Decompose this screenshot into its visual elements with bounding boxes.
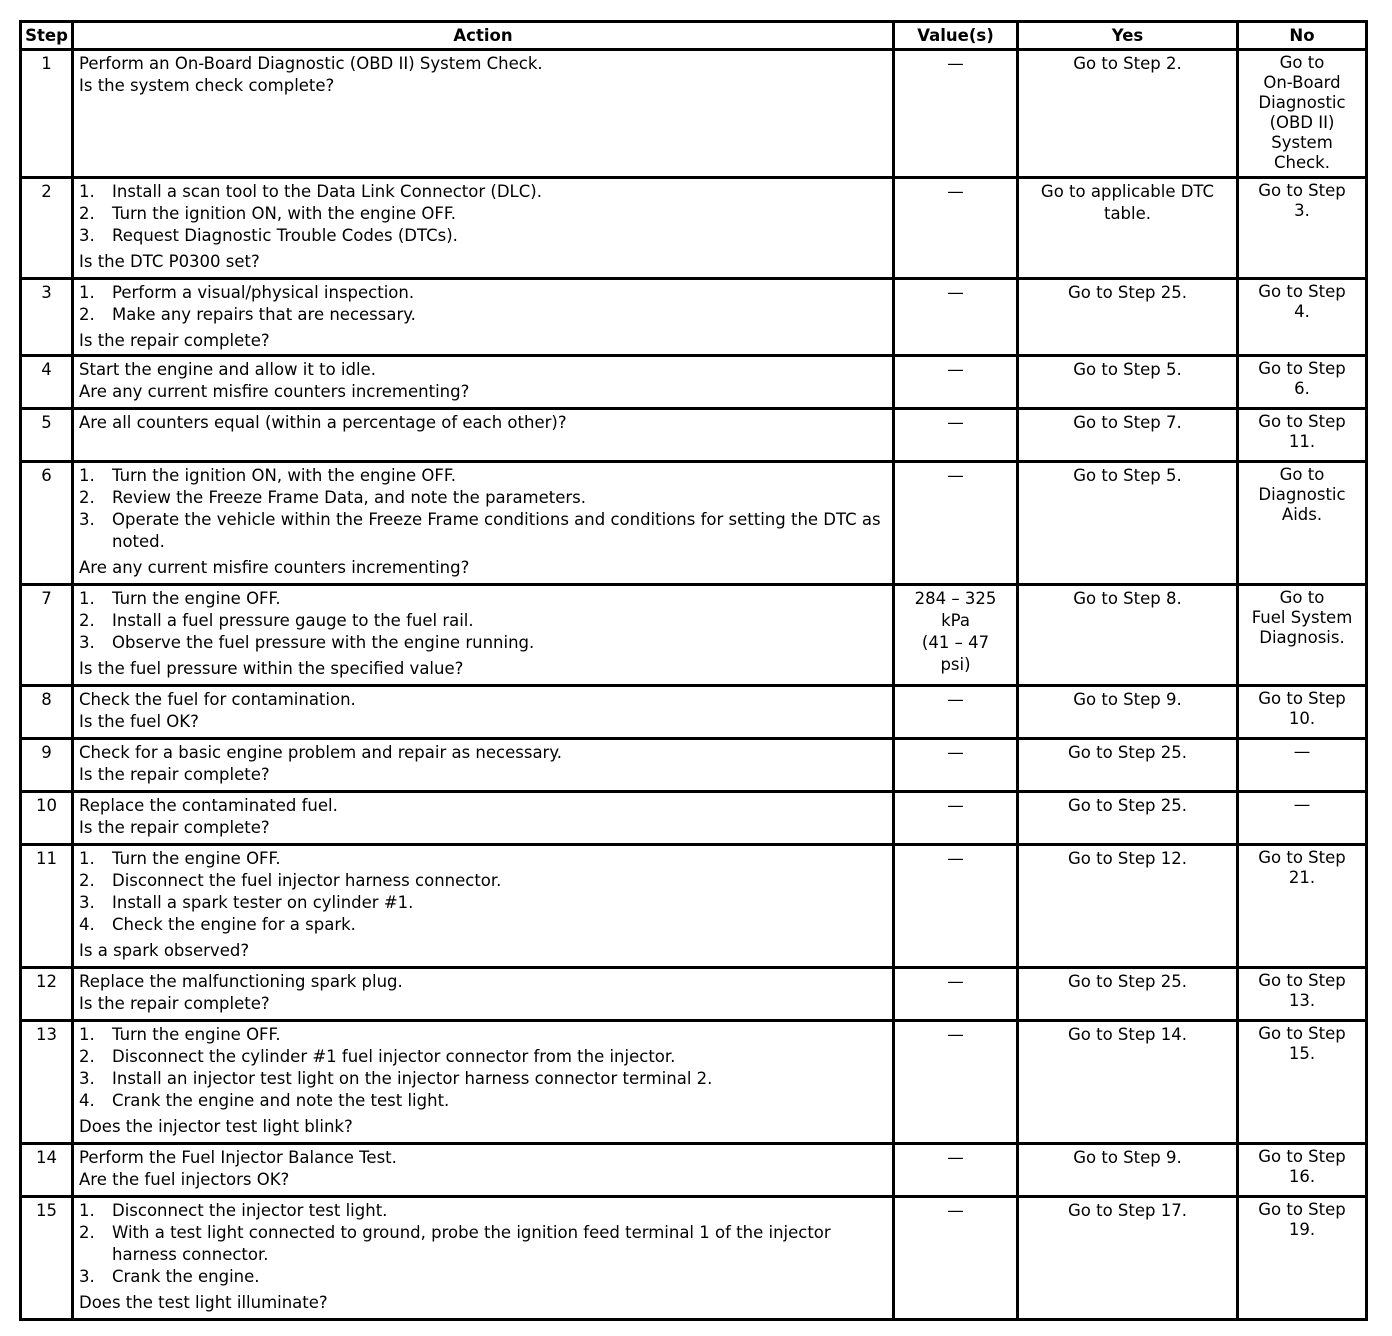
action-line: Replace the malfunctioning spark plug. bbox=[79, 972, 403, 991]
action-step-number: 1. bbox=[79, 466, 95, 485]
no-line: System bbox=[1271, 133, 1333, 152]
value-line: — bbox=[947, 283, 964, 302]
no-line: Go to Step bbox=[1258, 971, 1346, 990]
action-cell bbox=[73, 585, 894, 686]
no-cell bbox=[1238, 1144, 1367, 1197]
no-cell bbox=[1238, 585, 1367, 686]
action-cell bbox=[73, 50, 894, 178]
action-step bbox=[79, 181, 887, 203]
yes-cell: Go to applicable DTC table. bbox=[1018, 178, 1238, 279]
no-line: 6. bbox=[1294, 379, 1310, 398]
value-cell bbox=[894, 585, 1018, 686]
no-line: — bbox=[1293, 795, 1311, 814]
action-step bbox=[79, 870, 887, 892]
action-cell bbox=[73, 409, 894, 462]
no-line: Diagnostic bbox=[1258, 93, 1346, 112]
step-number: 10 bbox=[21, 792, 73, 845]
no-cell bbox=[1238, 462, 1367, 585]
value-line: psi) bbox=[940, 655, 971, 674]
no-line: Go to Step bbox=[1258, 1200, 1346, 1219]
table-row bbox=[21, 356, 1367, 409]
value-cell bbox=[894, 739, 1018, 792]
action-step-text: Disconnect the cylinder #1 fuel injector connector from the injector. bbox=[112, 1047, 676, 1066]
action-line: Check for a basic engine problem and repair as necessary. bbox=[79, 743, 562, 762]
step-number: 7 bbox=[21, 585, 73, 686]
action-step bbox=[79, 632, 887, 654]
table-row bbox=[21, 585, 1367, 686]
value-cell bbox=[894, 1144, 1018, 1197]
no-line: 16. bbox=[1288, 1167, 1316, 1186]
yes-cell: Go to Step 17. bbox=[1018, 1197, 1238, 1320]
action-line: Perform an On-Board Diagnostic (OBD II) System Check. bbox=[79, 54, 543, 73]
action-step-text: With a test light connected to ground, probe the ignition feed terminal 1 of the injector harness connector. bbox=[112, 1223, 831, 1264]
action-step bbox=[79, 1046, 887, 1068]
no-line: Go to Step bbox=[1258, 181, 1346, 200]
no-line: Go to bbox=[1279, 465, 1325, 484]
table-row bbox=[21, 845, 1367, 968]
no-line: Go to Step bbox=[1258, 1147, 1346, 1166]
action-cell bbox=[73, 739, 894, 792]
table-row bbox=[21, 1144, 1367, 1197]
action-step bbox=[79, 465, 887, 487]
action-step bbox=[79, 1222, 887, 1266]
action-line: Are the fuel injectors OK? bbox=[79, 1170, 290, 1189]
action-line: Check the fuel for contamination. bbox=[79, 690, 356, 709]
action-question: Is the DTC P0300 set? bbox=[79, 252, 260, 271]
value-cell bbox=[894, 845, 1018, 968]
no-line: 21. bbox=[1288, 868, 1316, 887]
action-step-text: Check the engine for a spark. bbox=[112, 915, 356, 934]
action-question: Are any current misfire counters incrementing? bbox=[79, 558, 470, 577]
action-step-text: Install a spark tester on cylinder #1. bbox=[112, 893, 414, 912]
no-line: Go to bbox=[1279, 588, 1325, 607]
action-step-number: 1. bbox=[79, 283, 95, 302]
value-line: — bbox=[947, 466, 964, 485]
step-number: 5 bbox=[21, 409, 73, 462]
action-step-number: 3. bbox=[79, 893, 95, 912]
action-step bbox=[79, 1266, 887, 1288]
step-number: 14 bbox=[21, 1144, 73, 1197]
yes-cell: Go to Step 12. bbox=[1018, 845, 1238, 968]
action-step-text: Review the Freeze Frame Data, and note the parameters. bbox=[112, 488, 587, 507]
table-row bbox=[21, 409, 1367, 462]
action-line: Replace the contaminated fuel. bbox=[79, 796, 338, 815]
action-step-text: Turn the engine OFF. bbox=[112, 849, 281, 868]
value-line: — bbox=[947, 1201, 964, 1220]
action-line: Start the engine and allow it to idle. bbox=[79, 360, 376, 379]
action-question: Is the repair complete? bbox=[79, 331, 270, 350]
action-step-text: Install a fuel pressure gauge to the fuel rail. bbox=[112, 611, 474, 630]
step-number: 2 bbox=[21, 178, 73, 279]
value-cell bbox=[894, 50, 1018, 178]
yes-cell: Go to Step 9. bbox=[1018, 1144, 1238, 1197]
yes-cell: Go to Step 5. bbox=[1018, 356, 1238, 409]
action-cell bbox=[73, 1021, 894, 1144]
value-line: — bbox=[947, 182, 964, 201]
action-step bbox=[79, 914, 887, 936]
table-row bbox=[21, 279, 1367, 356]
table-row bbox=[21, 178, 1367, 279]
action-step-text: Turn the ignition ON, with the engine OFF. bbox=[112, 466, 456, 485]
no-line: (OBD II) bbox=[1269, 113, 1335, 132]
yes-cell: Go to Step 25. bbox=[1018, 279, 1238, 356]
action-step-text: Crank the engine. bbox=[112, 1267, 260, 1286]
action-cell bbox=[73, 356, 894, 409]
step-number: 13 bbox=[21, 1021, 73, 1144]
action-line: Is the repair complete? bbox=[79, 994, 270, 1013]
no-line: 3. bbox=[1294, 201, 1310, 220]
action-cell bbox=[73, 462, 894, 585]
value-line: — bbox=[947, 1025, 964, 1044]
yes-cell: Go to Step 14. bbox=[1018, 1021, 1238, 1144]
action-step-number: 4. bbox=[79, 915, 95, 934]
action-step bbox=[79, 509, 887, 553]
action-line: Is the system check complete? bbox=[79, 76, 335, 95]
value-cell bbox=[894, 462, 1018, 585]
action-step-number: 3. bbox=[79, 1069, 95, 1088]
step-number: 12 bbox=[21, 968, 73, 1021]
no-line: On-Board bbox=[1263, 73, 1341, 92]
action-step-text: Turn the engine OFF. bbox=[112, 589, 281, 608]
step-number: 11 bbox=[21, 845, 73, 968]
value-cell bbox=[894, 1197, 1018, 1320]
action-line: Is the repair complete? bbox=[79, 818, 270, 837]
action-question: Does the injector test light blink? bbox=[79, 1117, 353, 1136]
action-step-number: 1. bbox=[79, 182, 95, 201]
yes-cell: Go to Step 2. bbox=[1018, 50, 1238, 178]
yes-cell: Go to Step 7. bbox=[1018, 409, 1238, 462]
action-step-text: Make any repairs that are necessary. bbox=[112, 305, 416, 324]
header-yes: Yes bbox=[1018, 22, 1238, 50]
no-line: 10. bbox=[1288, 709, 1316, 728]
value-line: — bbox=[947, 796, 964, 815]
yes-cell: Go to Step 9. bbox=[1018, 686, 1238, 739]
action-cell bbox=[73, 1197, 894, 1320]
action-cell bbox=[73, 968, 894, 1021]
action-line: Are all counters equal (within a percentage of each other)? bbox=[79, 413, 567, 432]
no-line: Go to Step bbox=[1258, 1024, 1346, 1043]
value-line: 284 – 325 bbox=[914, 589, 997, 608]
action-question: Is a spark observed? bbox=[79, 941, 250, 960]
action-step bbox=[79, 892, 887, 914]
no-cell bbox=[1238, 356, 1367, 409]
action-step-number: 3. bbox=[79, 510, 95, 529]
action-line: Are any current misfire counters incrementing? bbox=[79, 382, 470, 401]
table-row bbox=[21, 1021, 1367, 1144]
no-line: 15. bbox=[1288, 1044, 1316, 1063]
action-step bbox=[79, 203, 887, 225]
action-step-number: 1. bbox=[79, 1025, 95, 1044]
yes-cell: Go to Step 25. bbox=[1018, 739, 1238, 792]
step-number: 4 bbox=[21, 356, 73, 409]
yes-cell: Go to Step 5. bbox=[1018, 462, 1238, 585]
action-cell bbox=[73, 279, 894, 356]
no-line: 4. bbox=[1294, 302, 1310, 321]
value-line: — bbox=[947, 849, 964, 868]
action-step bbox=[79, 282, 887, 304]
value-cell bbox=[894, 968, 1018, 1021]
no-cell bbox=[1238, 968, 1367, 1021]
step-number: 8 bbox=[21, 686, 73, 739]
value-cell bbox=[894, 356, 1018, 409]
action-step-number: 2. bbox=[79, 305, 95, 324]
action-step bbox=[79, 848, 887, 870]
action-step-number: 2. bbox=[79, 488, 95, 507]
action-step-number: 3. bbox=[79, 1267, 95, 1286]
step-number: 9 bbox=[21, 739, 73, 792]
action-cell bbox=[73, 1144, 894, 1197]
no-line: 13. bbox=[1288, 991, 1316, 1010]
action-step-number: 1. bbox=[79, 849, 95, 868]
step-number: 1 bbox=[21, 50, 73, 178]
value-line: — bbox=[947, 1148, 964, 1167]
no-cell bbox=[1238, 739, 1367, 792]
action-cell bbox=[73, 686, 894, 739]
value-line: — bbox=[947, 413, 964, 432]
action-line: Perform the Fuel Injector Balance Test. bbox=[79, 1148, 397, 1167]
value-line: — bbox=[947, 743, 964, 762]
value-cell bbox=[894, 792, 1018, 845]
no-cell bbox=[1238, 845, 1367, 968]
no-line: Diagnostic bbox=[1258, 485, 1346, 504]
no-line: Go to Step bbox=[1258, 848, 1346, 867]
action-step bbox=[79, 1200, 887, 1222]
action-step-text: Install an injector test light on the injector harness connector terminal 2. bbox=[112, 1069, 713, 1088]
action-question: Does the test light illuminate? bbox=[79, 1293, 328, 1312]
action-line: Is the fuel OK? bbox=[79, 712, 199, 731]
no-cell bbox=[1238, 409, 1367, 462]
no-line: 11. bbox=[1288, 432, 1316, 451]
value-cell bbox=[894, 409, 1018, 462]
no-line: Go to Step bbox=[1258, 689, 1346, 708]
action-step-number: 2. bbox=[79, 1047, 95, 1066]
no-cell bbox=[1238, 50, 1367, 178]
yes-cell: Go to Step 25. bbox=[1018, 968, 1238, 1021]
value-cell bbox=[894, 1021, 1018, 1144]
action-question: Is the fuel pressure within the specified value? bbox=[79, 659, 464, 678]
header-value: Value(s) bbox=[894, 22, 1018, 50]
action-cell bbox=[73, 178, 894, 279]
action-step-number: 3. bbox=[79, 633, 95, 652]
table-row bbox=[21, 1197, 1367, 1320]
value-cell bbox=[894, 178, 1018, 279]
no-line: Go to Step bbox=[1258, 412, 1346, 431]
table-row bbox=[21, 50, 1367, 178]
action-step-text: Turn the ignition ON, with the engine OFF. bbox=[112, 204, 456, 223]
header-step: Step bbox=[21, 22, 73, 50]
no-line: Aids. bbox=[1281, 505, 1323, 524]
no-line: 19. bbox=[1288, 1220, 1316, 1239]
action-step-number: 2. bbox=[79, 871, 95, 890]
step-number: 6 bbox=[21, 462, 73, 585]
header-action: Action bbox=[73, 22, 894, 50]
action-step-number: 2. bbox=[79, 611, 95, 630]
no-cell bbox=[1238, 178, 1367, 279]
value-line: (41 – 47 bbox=[921, 633, 990, 652]
value-line: — bbox=[947, 972, 964, 991]
value-cell bbox=[894, 686, 1018, 739]
step-number: 3 bbox=[21, 279, 73, 356]
table-row bbox=[21, 462, 1367, 585]
no-cell bbox=[1238, 792, 1367, 845]
header-no: No bbox=[1238, 22, 1367, 50]
table-row bbox=[21, 792, 1367, 845]
action-step bbox=[79, 487, 887, 509]
action-step-number: 4. bbox=[79, 1091, 95, 1110]
header-row bbox=[21, 22, 1367, 50]
action-step bbox=[79, 610, 887, 632]
no-line: Go to Step bbox=[1258, 282, 1346, 301]
action-step-text: Disconnect the injector test light. bbox=[112, 1201, 388, 1220]
action-step-number: 3. bbox=[79, 226, 95, 245]
action-step bbox=[79, 225, 887, 247]
no-line: Fuel System bbox=[1251, 608, 1353, 627]
action-step-text: Observe the fuel pressure with the engine running. bbox=[112, 633, 535, 652]
value-line: — bbox=[947, 690, 964, 709]
no-line: Go to bbox=[1279, 53, 1325, 72]
action-step-number: 1. bbox=[79, 1201, 95, 1220]
action-step-text: Turn the engine OFF. bbox=[112, 1025, 281, 1044]
no-cell bbox=[1238, 1021, 1367, 1144]
action-line: Is the repair complete? bbox=[79, 765, 270, 784]
table-row bbox=[21, 968, 1367, 1021]
action-step bbox=[79, 1090, 887, 1112]
action-step-number: 2. bbox=[79, 1223, 95, 1242]
action-step-text: Disconnect the fuel injector harness connector. bbox=[112, 871, 502, 890]
no-line: Check. bbox=[1273, 153, 1330, 172]
table-row bbox=[21, 686, 1367, 739]
action-cell bbox=[73, 845, 894, 968]
action-step bbox=[79, 588, 887, 610]
yes-cell: Go to Step 8. bbox=[1018, 585, 1238, 686]
value-line: — bbox=[947, 54, 964, 73]
action-step-number: 2. bbox=[79, 204, 95, 223]
no-cell bbox=[1238, 1197, 1367, 1320]
no-line: Go to Step bbox=[1258, 359, 1346, 378]
action-step bbox=[79, 1024, 887, 1046]
action-step-text: Install a scan tool to the Data Link Connector (DLC). bbox=[112, 182, 542, 201]
action-step-text: Request Diagnostic Trouble Codes (DTCs). bbox=[112, 226, 458, 245]
value-line: kPa bbox=[941, 611, 970, 630]
action-step-text: Operate the vehicle within the Freeze Frame conditions and conditions for setting the DTC as noted. bbox=[112, 510, 881, 551]
step-number: 15 bbox=[21, 1197, 73, 1320]
action-step-text: Crank the engine and note the test light. bbox=[112, 1091, 450, 1110]
no-cell bbox=[1238, 686, 1367, 739]
value-line: — bbox=[947, 360, 964, 379]
action-step-number: 1. bbox=[79, 589, 95, 608]
action-step bbox=[79, 1068, 887, 1090]
table-row bbox=[21, 739, 1367, 792]
no-line: — bbox=[1293, 742, 1311, 761]
table-body bbox=[21, 50, 1367, 1320]
value-cell bbox=[894, 279, 1018, 356]
yes-cell: Go to Step 25. bbox=[1018, 792, 1238, 845]
action-cell bbox=[73, 792, 894, 845]
no-cell bbox=[1238, 279, 1367, 356]
diagnostic-table bbox=[19, 20, 1368, 1321]
action-step-text: Perform a visual/physical inspection. bbox=[112, 283, 415, 302]
action-step bbox=[79, 304, 887, 326]
no-line: Diagnosis. bbox=[1259, 628, 1345, 647]
